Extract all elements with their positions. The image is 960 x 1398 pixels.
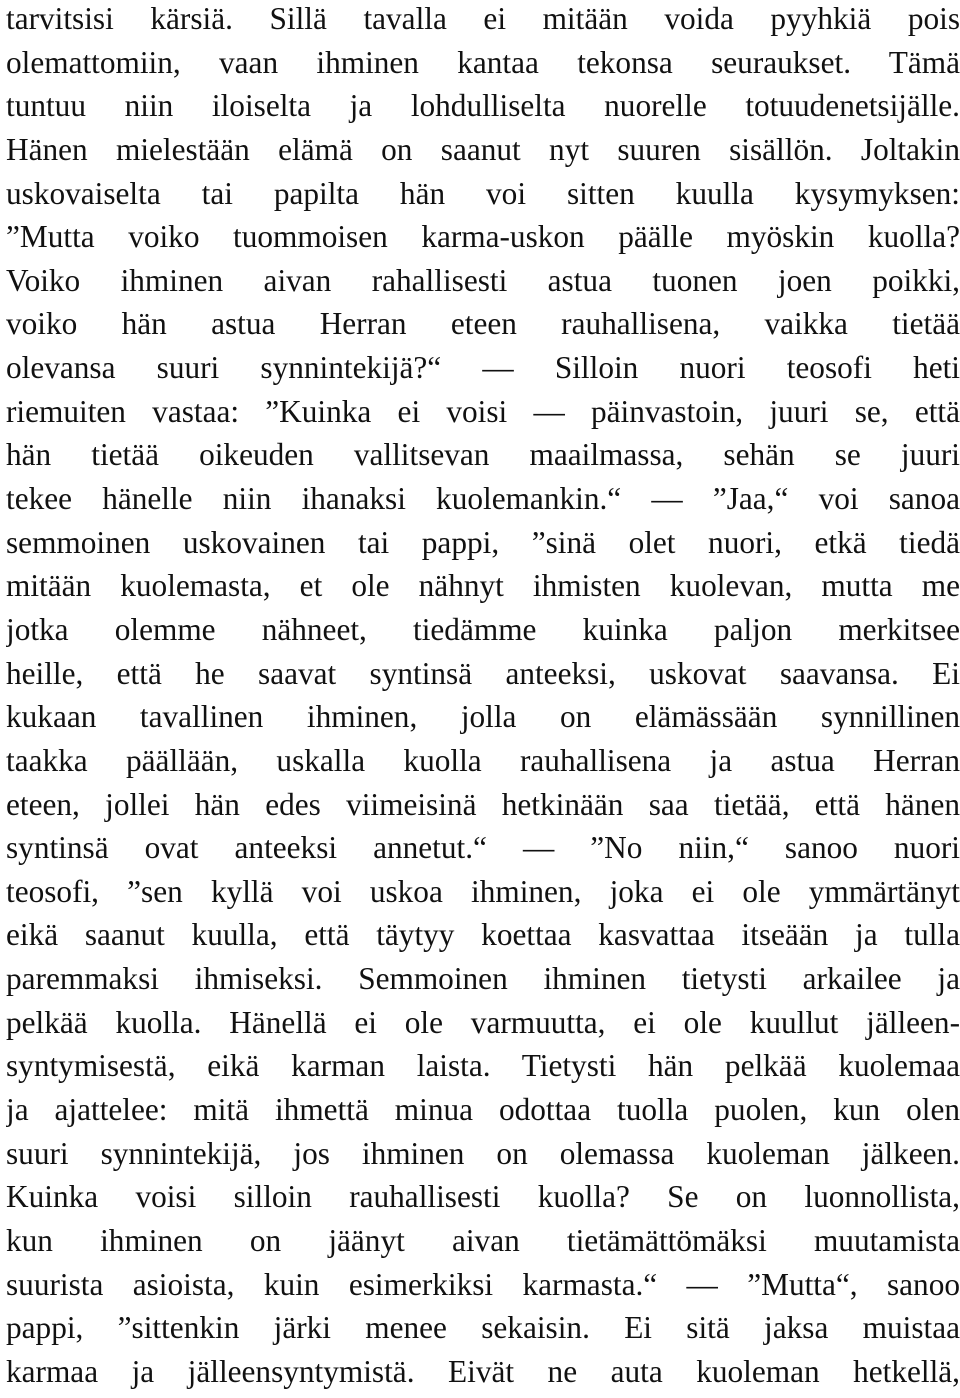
text-line: olemattomiin, vaan ihminen kantaa tekonsa seuraukset. Tämä [6, 44, 960, 80]
text-line: tarvitsisi kärsiä. Sillä tavalla ei mitään voida pyyhkiä pois [6, 1, 960, 36]
text-line: hän tietää oikeuden vallitsevan maailmassa, sehän se juuri [6, 437, 960, 473]
text-line: taakka päällään, uskalla kuolla rauhallisena ja astua Herran [6, 742, 960, 778]
text-line: tekee hänelle niin ihanaksi kuolemankin.“ — ”Jaa,“ voi sanoa [6, 481, 960, 517]
text-line: uskovaiselta tai papilta hän voi sitten kuulla kysymyksen: [6, 175, 960, 211]
text-line: suurista asioista, kuin esimerkiksi karmasta.“ — ”Mutta“, sanoo [6, 1266, 960, 1302]
text-line: heille, että he saavat syntinsä anteeksi, uskovat saavansa. Ei [6, 655, 960, 691]
text-line: paremmaksi ihmiseksi. Semmoinen ihminen tietysti arkailee ja [6, 961, 960, 997]
text-line: olevansa suuri synnintekijä?“ — Silloin nuori teosofi heti [6, 350, 960, 386]
text-line: pelkää kuolla. Hänellä ei ole varmuutta, ei ole kuullut jälleen- [6, 1004, 960, 1040]
text-line: Kuinka voisi silloin rauhallisesti kuolla? Se on luonnollista, [6, 1179, 960, 1215]
text-line: syntinsä ovat anteeksi annetut.“ — ”No niin,“ sanoo nuori [6, 830, 960, 866]
text-line: suuri synnintekijä, jos ihminen on olemassa kuoleman jälkeen. [6, 1135, 960, 1171]
text-line: kukaan tavallinen ihminen, jolla on elämässään synnillinen [6, 699, 960, 735]
document-page [6, 0, 960, 1398]
text-line: ”Mutta voiko tuommoisen karma-uskon päälle myöskin kuolla? [6, 219, 960, 255]
text-line: karmaa ja jälleensyntymistä. Eivät ne auta kuoleman hetkellä, [6, 1353, 960, 1389]
text-line: jotka olemme nähneet, tiedämme kuinka paljon merkitsee [6, 611, 960, 647]
text-line: tuntuu niin iloiselta ja lohdulliselta nuorelle totuudenetsijälle. [6, 88, 960, 124]
text-line: syntymisestä, eikä karman laista. Tietysti hän pelkää kuolemaa [6, 1048, 960, 1084]
text-line: eikä saanut kuulla, että täytyy koettaa kasvattaa itseään ja tulla [6, 917, 960, 953]
text-line: kun ihminen on jäänyt aivan tietämättömäksi muutamista [6, 1222, 960, 1258]
text-line: voiko hän astua Herran eteen rauhallisena, vaikka tietää [6, 306, 960, 342]
text-line: pappi, ”sittenkin järki menee sekaisin. Ei sitä jaksa muistaa [6, 1310, 960, 1346]
text-line: riemuiten vastaa: ”Kuinka ei voisi — päinvastoin, juuri se, että [6, 393, 960, 429]
text-line: ja ajattelee: mitä ihmettä minua odottaa tuolla puolen, kun olen [6, 1092, 960, 1128]
text-line: Hänen mielestään elämä on saanut nyt suuren sisällön. Joltakin [6, 131, 960, 167]
text-line: teosofi, ”sen kyllä voi uskoa ihminen, joka ei ole ymmärtänyt [6, 873, 960, 909]
text-line: Voiko ihminen aivan rahallisesti astua tuonen joen poikki, [6, 262, 960, 298]
text-line: eteen, jollei hän edes viimeisinä hetkinään saa tietää, että hänen [6, 786, 960, 822]
text-line: semmoinen uskovainen tai pappi, ”sinä olet nuori, etkä tiedä [6, 524, 960, 560]
text-line: mitään kuolemasta, et ole nähnyt ihmisten kuolevan, mutta me [6, 568, 960, 604]
